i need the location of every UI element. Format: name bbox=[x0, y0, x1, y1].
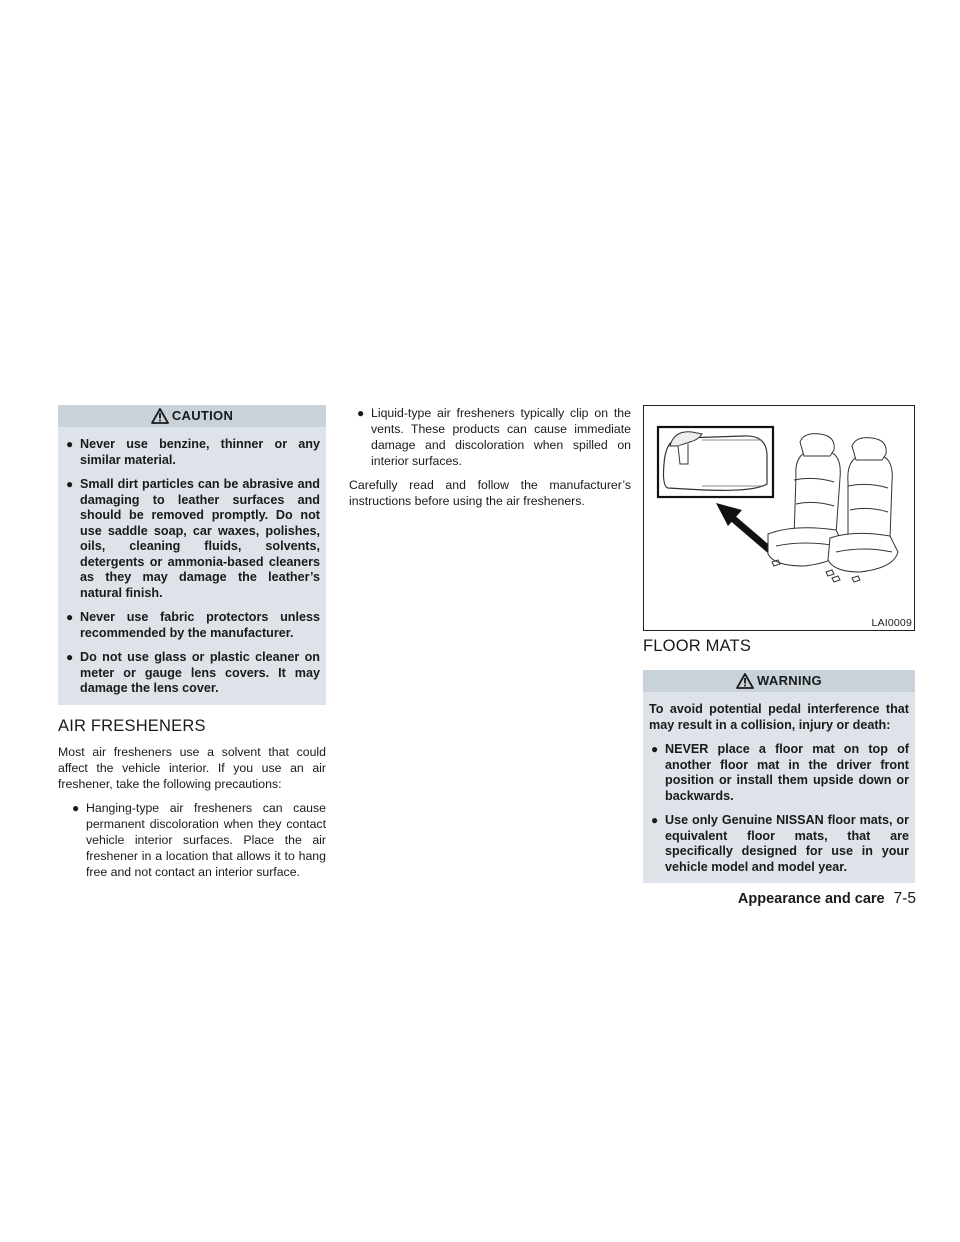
footer-section-title: Appearance and care bbox=[737, 891, 885, 907]
air-fresheners-heading: AIR FRESHENERS bbox=[58, 716, 206, 735]
air-fresheners-intro: Most air fresheners use a solvent that could affect the vehicle interior. If you use an air freshener, take the following precautions: bbox=[58, 744, 326, 791]
bullet-icon: ● bbox=[66, 437, 74, 451]
warning-header bbox=[643, 670, 915, 692]
figure-code: LAI0009 bbox=[871, 617, 912, 629]
caution-item: ● Never use benzine, thinner or any similar material. bbox=[66, 437, 320, 467]
bullet-icon: ● bbox=[651, 813, 659, 827]
bullet-icon: ● bbox=[66, 650, 74, 664]
bullet-icon: ● bbox=[357, 406, 365, 420]
bullet-icon: ● bbox=[66, 477, 74, 491]
air-freshener-bullet: ● Hanging-type air fresheners can cause permanent discoloration when they contact vehicle interior surfaces. Place the air freshener in a location that allows it to hang free and not contact an interior surface. bbox=[72, 800, 326, 879]
page-number: 7-5 bbox=[893, 890, 916, 907]
bullet-icon: ● bbox=[72, 800, 80, 815]
warning-item: ● NEVER place a floor mat on top of another floor mat in the driver front position or install them upside down or backwards. bbox=[651, 742, 909, 803]
warning-item: ● Use only Genuine NISSAN floor mats, or equivalent floor mats, that are specifically designed for use in your vehicle model and model year. bbox=[651, 813, 909, 874]
bullet-icon: ● bbox=[66, 610, 74, 624]
caution-box bbox=[58, 405, 326, 705]
caution-item: ● Never use fabric protectors unless recommended by the manufacturer. bbox=[66, 610, 320, 640]
middle-column bbox=[349, 405, 631, 509]
warning-title: WARNING bbox=[757, 673, 822, 689]
left-column bbox=[58, 405, 326, 880]
warning-triangle-icon bbox=[736, 673, 754, 689]
floor-mats-heading: FLOOR MATS bbox=[643, 637, 752, 655]
caution-item: ● Small dirt particles can be abrasive and damaging to leather surfaces and should be removed promptly. Do not use saddle soap, car waxes, polishes, oils, cleaning fluids, solvents, detergents or ammonia-based cleaners as they may damage the leather’s natural finish. bbox=[66, 477, 320, 600]
page-footer bbox=[738, 890, 916, 908]
caution-title: CAUTION bbox=[171, 408, 234, 424]
air-freshener-bullet: ● Liquid-type air fresheners typically clip on the vents. These products can cause immediate damage and discoloration when spilled on interior surfaces. bbox=[357, 406, 631, 468]
seats-and-air-freshener-illustration bbox=[644, 406, 914, 630]
seat-illustration-figure bbox=[643, 405, 915, 631]
caution-header bbox=[58, 405, 326, 427]
bullet-icon: ● bbox=[651, 742, 659, 756]
air-fresheners-closing: Carefully read and follow the manufacturer’s instructions before using the air fresheners. bbox=[349, 478, 631, 508]
warning-triangle-icon bbox=[151, 408, 169, 424]
right-column bbox=[643, 405, 915, 883]
warning-intro: To avoid potential pedal interference that may result in a collision, injury or death: bbox=[649, 702, 909, 732]
warning-box bbox=[643, 670, 915, 883]
caution-item: ● Do not use glass or plastic cleaner on meter or gauge lens covers. It may damage the lens cover. bbox=[66, 650, 320, 695]
